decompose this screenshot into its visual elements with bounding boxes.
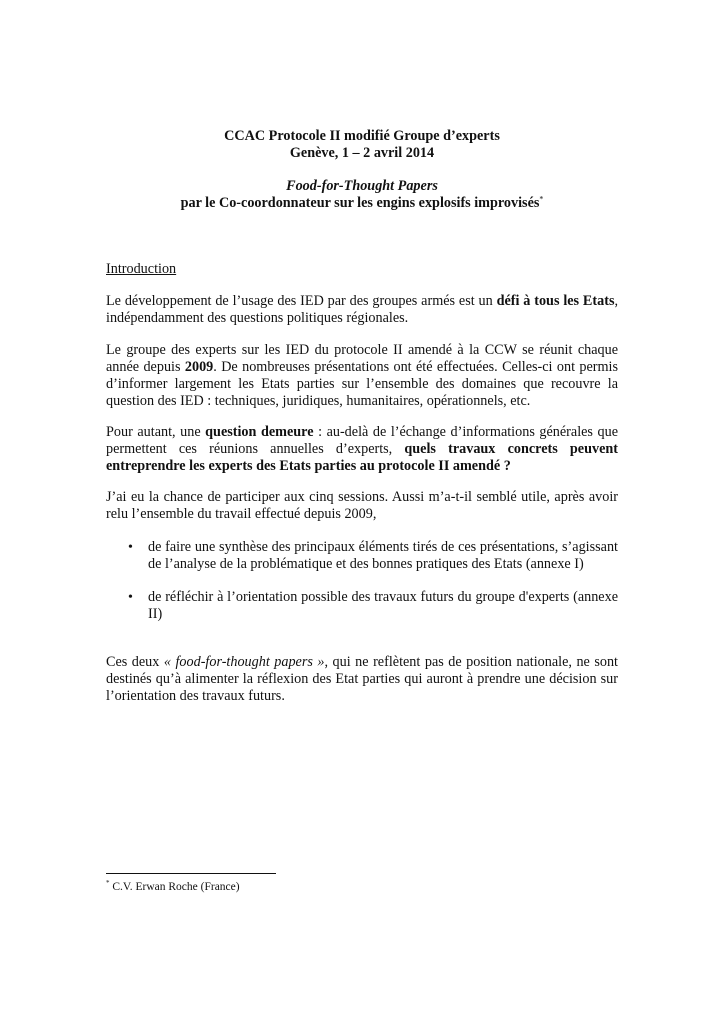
bullet-list-item-2-wrap (106, 589, 618, 623)
bullet-icon: • (128, 590, 133, 605)
p3-text-c: : au-delà de l’échange d’informations générales que permettent ces réunions annuelles d’experts, (106, 424, 618, 457)
header-title: CCAC Protocole II modifié Groupe d’experts (224, 128, 500, 144)
list-item (106, 539, 618, 573)
paragraph-5 (106, 654, 618, 705)
p1-emphasis: défi à tous les Etats (496, 293, 615, 309)
list-item-text: de faire une synthèse des principaux éléments tirés de ces présentations, s’agissant de l’analyse de la problématique et des bonnes pratiques des Etats (annexe I) (148, 539, 618, 572)
bullet-list-item-1-wrap (106, 539, 618, 573)
paragraph-2 (106, 342, 618, 410)
footnote-reference: * (539, 194, 544, 204)
footnote-text: C.V. Erwan Roche (France) (109, 881, 240, 893)
byline-text: par le Co-coordonnateur sur les engins explosifs improvisés (180, 195, 540, 211)
byline (0, 195, 724, 212)
p5-text-a: Ces deux (106, 654, 164, 670)
document-subtitle-block (0, 178, 724, 212)
p1-text-c: , indépendamment des questions politiques régionales. (106, 293, 619, 326)
p3-emphasis-1: question demeure (205, 424, 314, 440)
header-date: Genève, 1 – 2 avril 2014 (289, 145, 435, 161)
p1-text-a: Le développement de l’usage des IED par des groupes armés est un (106, 293, 497, 309)
paragraph-3 (106, 424, 618, 475)
p5-emphasis: « food-for-thought papers » (163, 654, 325, 670)
p3-emphasis-2: quels travaux concrets peuvent entreprendre les experts des Etats parties au protocole II amendé ? (106, 441, 618, 474)
p2-text-a: Le groupe des experts sur les IED du protocole II amendé à la CCW se réunit chaque année depuis (106, 342, 618, 375)
footnote (106, 880, 240, 894)
p3-text-a: Pour autant, une (106, 424, 206, 440)
subtitle: Food-for-Thought Papers (286, 178, 438, 194)
p2-emphasis: 2009 (184, 359, 214, 375)
paragraph-1 (106, 293, 618, 327)
list-item-text: de réfléchir à l’orientation possible des travaux futurs du groupe d'experts (annexe II) (148, 589, 618, 622)
bullet-icon: • (128, 540, 133, 555)
list-item (106, 589, 618, 623)
paragraph-4: J’ai eu la chance de participer aux cinq sessions. Aussi m’a-t-il semblé utile, après avoir relu l’ensemble du travail effectué depuis 2009, (106, 489, 618, 522)
section-title: Introduction (106, 261, 177, 277)
footnote-separator (106, 873, 276, 874)
footnote-marker: * (106, 879, 110, 888)
p5-text-c: , qui ne reflètent pas de position nationale, ne sont destinés qu’à alimenter la réflexion des Etat parties qui auront à prendre une décision sur l’orientation des travaux futurs. (106, 654, 618, 704)
p2-text-c: . De nombreuses présentations ont été effectuées. Celles-ci ont permis d’informer largement les Etats parties sur l’ensemble des domaines que recouvre la question des IED : techniques, juridiques, humanitaires, opérationnels, etc. (106, 359, 619, 409)
document-header (0, 128, 724, 162)
